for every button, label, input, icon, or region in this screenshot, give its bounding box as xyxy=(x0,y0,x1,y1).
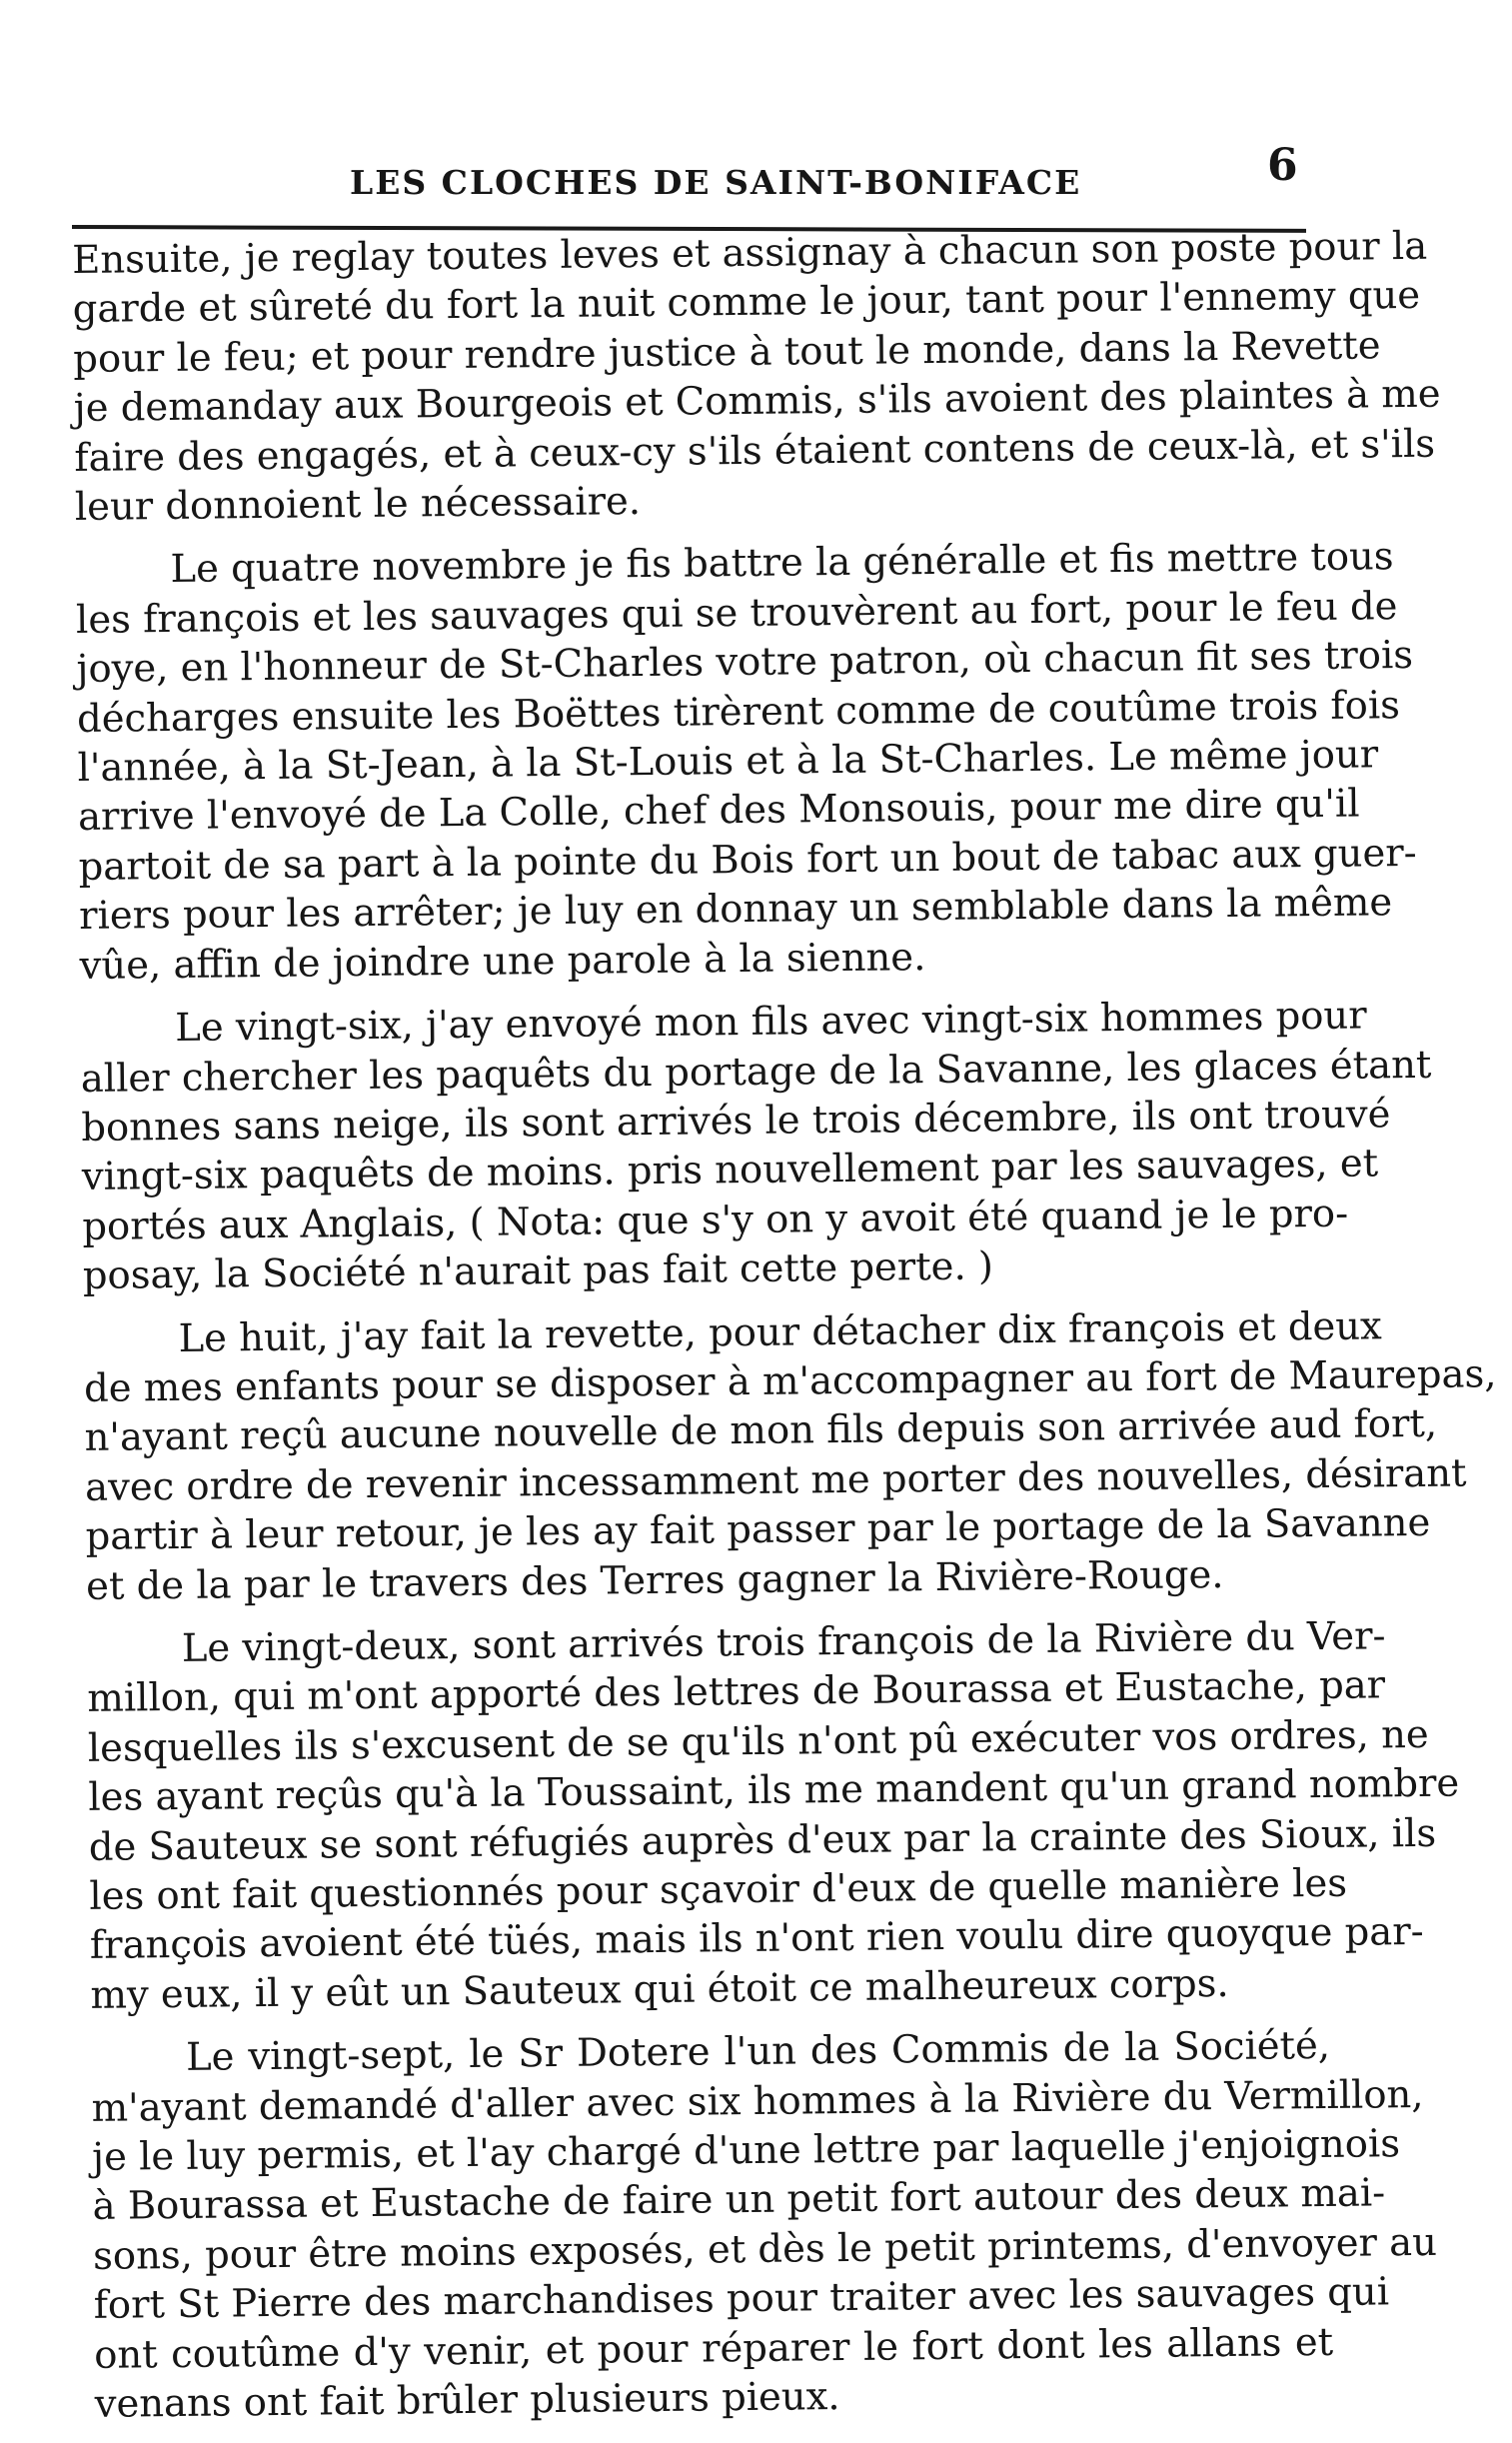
text-line: vingt-six paquêts de moins. pris nouvellement par les sauvages, et xyxy=(81,1141,1379,1201)
text-line: ont coutûme d'y venir, et pour réparer le fort dont les allans et xyxy=(93,2319,1334,2378)
text-line: m'ayant demandé d'aller avec six hommes à la Rivière du Vermillon, xyxy=(91,2071,1424,2131)
text-line: les françois et les sauvages qui se trouvèrent au fort, pour le feu de xyxy=(75,583,1398,643)
text-line: je le luy permis, et l'ay chargé d'une lettre par laquelle j'enjoignois xyxy=(91,2121,1401,2180)
text-line: garde et sûreté du fort la nuit comme le jour, tant pour l'ennemy que xyxy=(72,273,1421,333)
text-line: leur donnoient le nécessaire. xyxy=(74,479,642,531)
text-line: my eux, il y eût un Sauteux qui étoit ce malheureux corps. xyxy=(90,1960,1229,2018)
text-line: avec ordre de revenir incessamment me porter des nouvelles, désirant xyxy=(84,1450,1467,1510)
paragraph xyxy=(75,533,1417,991)
text-line: faire des engagés, et à ceux-cy s'ils étaient contens de ceux-là, et s'ils xyxy=(74,421,1436,481)
text-line: l'année, à la St-Jean, à la St-Louis et à la St-Charles. Le même jour xyxy=(77,732,1379,792)
text-line: partoit de sa part à la pointe du Bois fort un bout de tabac aux guer- xyxy=(78,830,1417,890)
text-line: Le huit, j'ay fait la revette, pour détacher dix françois et deux xyxy=(178,1302,1382,1361)
text-line: venans ont fait brûler plusieurs pieux. xyxy=(94,2374,840,2427)
text-line: aller chercher les paquêts du portage de la Savanne, les glaces étant xyxy=(80,1042,1432,1102)
text-line: je demanday aux Bourgeois et Commis, s'ils avoient des plaintes à me xyxy=(73,371,1441,432)
paragraph xyxy=(80,992,1432,1300)
running-head: LES CLOCHES DE SAINT-BONIFACE xyxy=(350,163,1082,202)
body-text xyxy=(72,223,1497,2443)
text-line: Le vingt-sept, le Sr Dotere l'un des Commis de la Société, xyxy=(185,2023,1331,2081)
text-line: posay, la Société n'aurait pas fait cette perte. ) xyxy=(82,1243,994,1299)
text-line: les ayant reçûs qu'à la Toussaint, ils me mandent qu'un grand nombre xyxy=(88,1760,1460,1821)
text-line: à Bourassa et Eustache de faire un petit fort autour des deux mai- xyxy=(92,2170,1386,2230)
text-line: portés aux Anglais, ( Nota: que s'y on y avoit été quand je le pro- xyxy=(82,1191,1349,1249)
text-line: Le vingt-six, j'ay envoyé mon fils avec vingt-six hommes pour xyxy=(175,993,1367,1052)
text-line: partir à leur retour, je les ay fait passer par le portage de la Savanne xyxy=(85,1499,1431,1560)
text-line: lesquelles ils s'excusent de se qu'ils n'ont pû exécuter vos ordres, ne xyxy=(87,1711,1429,1771)
paragraph xyxy=(87,1612,1460,2020)
text-line: pour le feu; et pour rendre justice à tout le monde, dans la Revette xyxy=(73,323,1381,382)
page-number: 6 xyxy=(1267,140,1298,191)
text-line: vûe, affin de joindre une parole à la sienne. xyxy=(79,934,926,989)
text-line: fort St Pierre des marchandises pour traiter avec les sauvages qui xyxy=(93,2269,1390,2329)
paragraph xyxy=(72,223,1441,532)
text-line: n'ayant reçû aucune nouvelle de mon fils depuis son arrivée aud fort, xyxy=(84,1401,1438,1461)
text-line: françois avoient été tüés, mais ils n'ont rien voulu dire quoyque par- xyxy=(89,1909,1424,1969)
text-line: riers pour les arrêter; je luy en donnay un semblable dans la même xyxy=(78,880,1393,940)
text-line: les ont fait questionnés pour sçavoir d'eux de quelle manière les xyxy=(89,1860,1348,1919)
text-line: Le vingt-deux, sont arrivés trois françois de la Rivière du Ver- xyxy=(181,1613,1386,1671)
text-line: de mes enfants pour se disposer à m'accompagner au fort de Maurepas, xyxy=(83,1351,1497,1411)
text-line: Le quatre novembre je fis battre la généralle et fis mettre tous xyxy=(170,534,1394,593)
text-line: de Sauteux se sont réfugiés auprès d'eux par la crainte des Sioux, ils xyxy=(88,1810,1437,1870)
text-line: joye, en l'honneur de St-Charles votre patron, où chacun fit ses trois xyxy=(76,633,1414,693)
text-line: et de la par le travers des Terres gagner la Rivière-Rouge. xyxy=(85,1551,1224,1609)
text-line: bonnes sans neige, ils sont arrivés le trois décembre, ils ont trouvé xyxy=(81,1092,1391,1151)
paragraph xyxy=(83,1301,1497,1610)
text-line: millon, qui m'ont apporté des lettres de Bourassa et Eustache, par xyxy=(87,1662,1386,1722)
text-line: arrive l'envoyé de La Colle, chef des Monsouis, pour me dire qu'il xyxy=(77,782,1360,841)
text-line: sons, pour être moins exposés, et dès le petit printems, d'envoyer au xyxy=(92,2219,1438,2279)
text-line: décharges ensuite les Boëttes tirèrent comme de coutûme trois fois xyxy=(76,682,1401,742)
paragraph xyxy=(91,2021,1438,2429)
text-line: Ensuite, je reglay toutes leves et assignay à chacun son poste pour la xyxy=(72,223,1428,283)
